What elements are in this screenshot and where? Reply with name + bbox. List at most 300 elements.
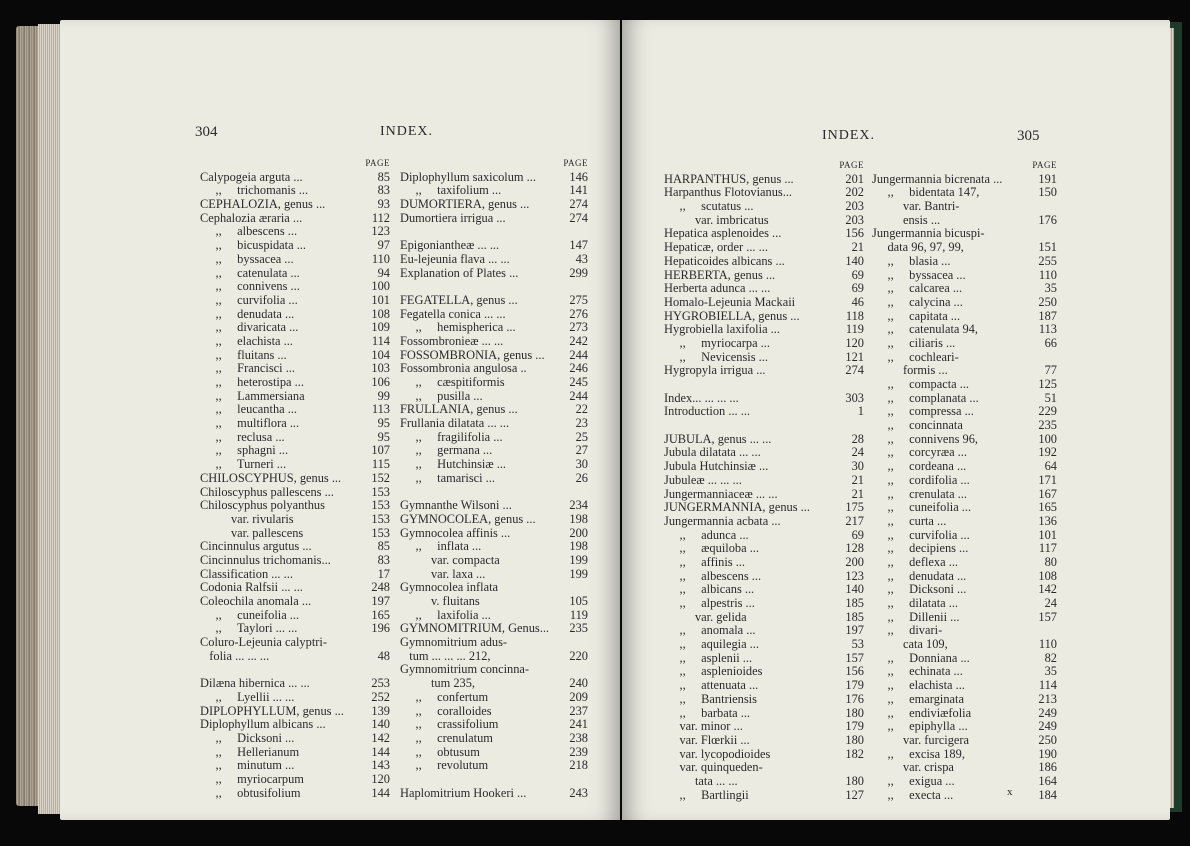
- index-entry-term: FEGATELLA, genus ...: [400, 293, 518, 307]
- index-entry: [664, 296, 864, 310]
- index-entry: [400, 376, 588, 390]
- index-entry-page: 77: [1044, 363, 1057, 378]
- index-entry-term: ,, cochleari-: [872, 350, 959, 364]
- index-entry-page: 119: [845, 322, 864, 337]
- index-entry-page: [834, 378, 864, 392]
- index-entry: [200, 362, 390, 376]
- index-entry-term: Chiloscyphus pallescens ...: [200, 485, 334, 499]
- index-entry: [872, 255, 1057, 269]
- index-entry-term: ,, compressa ...: [872, 405, 974, 419]
- index-entry-term: var. gelida: [664, 610, 747, 624]
- index-entry-term: var. laxa ...: [400, 567, 486, 581]
- index-entry-term: var. furcigera: [872, 733, 970, 747]
- index-entry-page: 82: [1044, 650, 1057, 665]
- right-page-number: 305: [1017, 128, 1040, 144]
- index-entry: [200, 390, 390, 404]
- index-entry: [664, 693, 864, 707]
- index-entry-page: 198: [569, 539, 588, 554]
- index-entry-page: [558, 773, 588, 787]
- index-entry-page: 143: [371, 758, 390, 773]
- index-entry-term: Jungermannia bicuspi-: [872, 227, 985, 241]
- index-entry: [664, 282, 864, 296]
- index-entry-term: DUMORTIERA, genus ...: [400, 198, 530, 212]
- index-entry: [872, 761, 1057, 775]
- index-entry-page: 157: [1038, 609, 1057, 624]
- index-entry: [200, 376, 390, 390]
- index-entry-term: [664, 419, 834, 433]
- index-entry-term: ,, fluitans ...: [200, 348, 287, 362]
- index-entry: [664, 255, 864, 269]
- index-entry-page: [558, 581, 588, 595]
- index-entry-term: ,, æquiloba ...: [664, 542, 759, 556]
- index-entry-term: ,, connivens 96,: [872, 432, 978, 446]
- index-entry-term: Jungermanniaceæ ... ...: [664, 487, 778, 501]
- index-entry-page: 85: [377, 169, 390, 184]
- index-entry-page: 273: [569, 320, 588, 335]
- index-entry: [872, 269, 1057, 283]
- left-running-head: INDEX.: [380, 124, 434, 139]
- index-entry-page: 180: [845, 732, 864, 747]
- index-entry-page: 197: [845, 623, 864, 638]
- index-entry: [872, 173, 1057, 187]
- index-entry-page: 101: [1038, 527, 1057, 542]
- index-entry-term: Jubula Hutchinsiæ ...: [664, 460, 769, 474]
- index-entry-page: [1027, 351, 1057, 365]
- index-entry-page: 108: [371, 306, 390, 321]
- index-entry-page: [1027, 624, 1057, 638]
- index-entry-page: 164: [1038, 773, 1057, 788]
- index-entry-term: ,, affinis ...: [664, 555, 745, 569]
- index-entry-page: 24: [1044, 596, 1057, 610]
- index-entry-term: ,, exigua ...: [872, 774, 955, 788]
- index-entry: [400, 746, 588, 760]
- index-entry: [664, 679, 864, 693]
- index-entry-page: [1027, 200, 1057, 214]
- index-entry-page: 80: [1044, 554, 1057, 569]
- index-entry-term: JUBULA, genus ... ...: [664, 432, 772, 446]
- index-entry-term: Cephalozia æraria ...: [200, 211, 303, 225]
- index-entry: [664, 173, 864, 187]
- index-entry: [400, 472, 588, 486]
- index-entry-page: 179: [845, 678, 864, 693]
- index-entry-page: 152: [371, 470, 390, 485]
- index-entry-term: ,, asplenii ...: [664, 651, 753, 665]
- index-entry-page: 274: [845, 363, 864, 378]
- index-entry-term: data 96, 97, 99,: [872, 241, 964, 255]
- index-entry-term: Gymnanthe Wilsoni ...: [400, 499, 512, 513]
- index-entry: [872, 446, 1057, 460]
- index-entry: [664, 310, 864, 324]
- index-entry-page: 249: [1038, 705, 1057, 720]
- index-entry-term: Hepatica asplenoides ...: [664, 227, 782, 241]
- index-entry-term: ,, Dicksoni ...: [872, 583, 967, 597]
- index-entry: [664, 652, 864, 666]
- index-entry-page: [558, 636, 588, 650]
- index-entry: [664, 186, 864, 200]
- index-entry-page: 118: [845, 308, 864, 323]
- index-entry-term: ,, catenulata ...: [200, 266, 300, 280]
- index-entry-page: 147: [569, 238, 588, 253]
- index-entry: [400, 390, 588, 404]
- index-entry-term: ,, Bartlingii: [664, 788, 749, 802]
- index-entry: [200, 308, 390, 322]
- index-entry-term: FOSSOMBRONIA, genus ...: [400, 348, 545, 362]
- index-entry-page: 190: [1038, 746, 1057, 761]
- index-entry-term: var. pallescens: [200, 526, 304, 540]
- index-entry: [872, 378, 1057, 392]
- index-entry: [200, 746, 390, 760]
- index-entry-term: ,, curta ...: [872, 514, 947, 528]
- index-entry-page: 150: [1038, 185, 1057, 200]
- index-entry: [664, 392, 864, 406]
- index-entry-term: Homalo-Lejeunia Mackaii: [664, 295, 796, 309]
- index-entry-term: ,, minutum ...: [200, 759, 295, 773]
- index-entry-term: ,, germana ...: [400, 444, 493, 458]
- index-entry-term: Cincinnulus trichomanis...: [200, 553, 331, 567]
- index-entry: [400, 212, 588, 226]
- index-entry-term: ,, laxifolia ...: [400, 608, 491, 622]
- index-entry: [200, 691, 390, 705]
- index-entry: [664, 364, 864, 378]
- index-entry: [400, 321, 588, 335]
- index-entry: [872, 529, 1057, 543]
- index-entry-page: 165: [1038, 500, 1057, 515]
- index-entry: [200, 225, 390, 239]
- index-entry-page: 104: [371, 347, 390, 362]
- index-entry-term: ,, curvifolia ...: [200, 293, 298, 307]
- index-entry-term: ,, catenulata 94,: [872, 323, 978, 337]
- index-entry-page: 198: [569, 511, 588, 526]
- index-entry-term: var. Flœrkii ...: [664, 733, 750, 747]
- index-entry: [872, 474, 1057, 488]
- index-entry-term: Calypogeia arguta ...: [200, 170, 303, 184]
- index-entry-page: 93: [377, 197, 390, 212]
- index-entry: [664, 529, 864, 543]
- index-entry-page: 142: [371, 730, 390, 745]
- index-entry: [872, 679, 1057, 693]
- index-entry: [872, 323, 1057, 337]
- index-entry-term: ,, byssacea ...: [872, 268, 966, 282]
- signature-mark: x: [1007, 786, 1013, 798]
- index-entry-term: tata ... ...: [664, 774, 738, 788]
- index-entry: [872, 570, 1057, 584]
- index-entry-page: 35: [1044, 664, 1057, 679]
- index-entry-page: 123: [845, 568, 864, 583]
- index-entry-term: [200, 663, 360, 677]
- index-entry-page: 112: [371, 210, 390, 225]
- index-entry-page: 246: [569, 361, 588, 376]
- index-entry-page: 140: [371, 717, 390, 732]
- index-entry-page: 113: [1038, 322, 1057, 337]
- index-entry-page: 244: [569, 388, 588, 403]
- index-entry-page: 100: [1038, 431, 1057, 446]
- index-entry: [664, 789, 864, 803]
- index-entry-term: ,, inflata ...: [400, 540, 482, 554]
- index-entry-term: var. rivularis: [200, 512, 294, 526]
- index-entry-term: folia ... ... ...: [200, 649, 270, 663]
- index-entry-page: 180: [845, 773, 864, 788]
- index-entry-term: Diplophyllum saxicolum ...: [400, 170, 536, 184]
- index-entry: [664, 200, 864, 214]
- index-entry-term: ,, aquilegia ...: [664, 638, 759, 652]
- index-entry: [664, 405, 864, 419]
- index-entry-term: ,, Donniana ...: [872, 651, 970, 665]
- index-entry-term: ,, excisa 189,: [872, 747, 965, 761]
- left-page-number: 304: [195, 124, 218, 140]
- index-entry: [400, 663, 588, 677]
- index-entry-page: [558, 663, 588, 677]
- index-entry-term: Explanation of Plates ...: [400, 266, 519, 280]
- index-entry-page: 220: [569, 648, 588, 663]
- index-entry: [400, 499, 588, 513]
- index-entry-term: Frullania dilatata ... ...: [400, 417, 510, 431]
- index-entry-page: 191: [1038, 171, 1057, 186]
- index-entry: [664, 775, 864, 789]
- index-entry: [200, 636, 390, 650]
- index-entry-page: 83: [377, 552, 390, 567]
- index-entry-page: 217: [845, 513, 864, 528]
- index-entry-term: Jubula dilatata ... ...: [664, 446, 761, 460]
- index-entry: [664, 351, 864, 365]
- index-entry-term: Introduction ... ...: [664, 405, 751, 419]
- index-entry: [872, 775, 1057, 789]
- right-running-head: INDEX.: [822, 128, 876, 143]
- index-entry-term: ,, elachista ...: [872, 679, 965, 693]
- index-entry-term: v. fluitans: [400, 595, 480, 608]
- index-entry-page: 153: [371, 525, 390, 540]
- index-entry-page: 27: [575, 443, 588, 458]
- index-entry-page: 97: [377, 238, 390, 253]
- index-entry-page: 213: [1038, 691, 1057, 706]
- index-entry: [664, 501, 864, 515]
- index-entry-page: 139: [371, 703, 390, 718]
- index-entry: [400, 540, 588, 554]
- index-entry-term: ,, obtusifolium: [200, 786, 301, 800]
- index-entry: [872, 734, 1057, 748]
- index-entry-term: ,, corcyræa ...: [872, 446, 967, 460]
- index-entry-term: Diplophyllum albicans ...: [200, 718, 326, 732]
- index-entry-page: 184: [1038, 787, 1057, 802]
- index-entry: [664, 734, 864, 748]
- index-entry: [664, 419, 864, 433]
- index-entry-term: ,, myriocarpum: [200, 772, 304, 786]
- index-entry-page: 235: [569, 621, 588, 636]
- index-entry: [400, 773, 588, 787]
- index-entry: [872, 707, 1057, 721]
- index-entry-page: 21: [851, 472, 864, 487]
- index-entry: [872, 748, 1057, 762]
- index-entry: [400, 308, 588, 322]
- index-entry: [200, 609, 390, 623]
- index-entry: [400, 554, 588, 568]
- index-entry-term: var. crispa: [872, 761, 954, 775]
- index-entry-page: 144: [371, 785, 390, 800]
- index-entry: [664, 665, 864, 679]
- index-entry: [872, 597, 1057, 611]
- index-entry-term: Fossombronieæ ... ...: [400, 334, 504, 348]
- index-entry-page: 25: [575, 429, 588, 444]
- index-entry-term: ,, albicans ...: [664, 583, 755, 597]
- index-entry-term: ,, calycina ...: [872, 295, 963, 309]
- index-entry: [200, 581, 390, 595]
- index-entry: [400, 431, 588, 445]
- index-entry-page: 114: [1038, 678, 1057, 693]
- index-entry-term: ,, divari-: [872, 624, 943, 638]
- index-entry-term: ,, curvifolia ...: [872, 528, 970, 542]
- index-entry-page: 1: [857, 404, 864, 419]
- index-entry: [872, 241, 1057, 255]
- index-entry: [872, 419, 1057, 433]
- index-entry: [400, 759, 588, 773]
- index-entry: [200, 349, 390, 363]
- index-entry: [664, 433, 864, 447]
- index-entry-term: ,, revolutum: [400, 759, 489, 773]
- index-entry-term: Haplomitrium Hookeri ...: [400, 786, 527, 800]
- index-entry-page: [834, 419, 864, 433]
- index-entry: [400, 513, 588, 527]
- index-entry: [400, 198, 588, 212]
- index-entry-term: ,, trichomanis ...: [200, 184, 309, 198]
- index-entry: [664, 227, 864, 241]
- index-entry-term: ,, bidentata 147,: [872, 186, 980, 200]
- index-entry-page: 176: [1038, 212, 1057, 227]
- index-entry: [664, 378, 864, 392]
- right-page: [622, 20, 1170, 820]
- index-entry: [400, 403, 588, 417]
- index-entry: [872, 542, 1057, 556]
- index-entry: [664, 570, 864, 584]
- index-entry-term: ,, echinata ...: [872, 665, 963, 679]
- index-entry-page: 274: [569, 197, 588, 212]
- index-entry-term: [400, 486, 558, 500]
- index-entry-page: 127: [845, 787, 864, 802]
- index-entry-page: 95: [377, 416, 390, 431]
- index-entry-term: ,, fragilifolia ...: [400, 430, 503, 444]
- index-entry: [400, 335, 588, 349]
- index-entry: [664, 597, 864, 611]
- index-entry-page: 196: [371, 621, 390, 636]
- index-entry: [872, 556, 1057, 570]
- index-entry-page: 250: [1038, 294, 1057, 309]
- index-entry: [200, 335, 390, 349]
- index-entry-term: ,, Hellerianum: [200, 745, 300, 759]
- index-entry-page: 64: [1044, 459, 1057, 474]
- index-entry-term: Gymnocolea inflata: [400, 581, 499, 595]
- index-entry-page: 30: [575, 457, 588, 472]
- index-entry: [872, 789, 1057, 803]
- index-entry-page: 125: [1038, 377, 1057, 391]
- index-entry-page: 24: [851, 445, 864, 460]
- page-column-header: PAGE: [563, 158, 588, 168]
- index-entry-page: 185: [845, 596, 864, 610]
- index-entry: [872, 488, 1057, 502]
- index-entry-page: 199: [569, 552, 588, 567]
- page-column-header: PAGE: [1032, 160, 1057, 170]
- index-entry-term: HYGROBIELLA, genus ...: [664, 309, 800, 323]
- index-entry-page: 242: [569, 333, 588, 348]
- index-entry: [872, 200, 1057, 214]
- index-entry-page: 51: [1044, 390, 1057, 405]
- index-entry-term: ,, divaricata ...: [200, 321, 299, 335]
- index-entry-term: ,, bicuspidata ...: [200, 239, 306, 253]
- index-entry-page: 167: [1038, 486, 1057, 501]
- index-entry: [400, 581, 588, 595]
- index-entry-term: GYMNOCOLEA, genus ...: [400, 512, 536, 526]
- index-entry: [200, 171, 390, 185]
- index-entry-term: ,, cordeana ...: [872, 460, 967, 474]
- index-entry-page: 176: [845, 691, 864, 706]
- index-entry: [872, 583, 1057, 597]
- index-entry-term: ,, denudata ...: [200, 307, 295, 321]
- index-entry-page: 110: [1038, 637, 1057, 652]
- index-entry: [664, 638, 864, 652]
- index-entry-page: 119: [569, 607, 588, 622]
- index-entry-term: ,, crenulata ...: [872, 487, 967, 501]
- index-entry-term: DIPLOPHYLLUM, genus ...: [200, 704, 344, 718]
- index-entry-term: ,, denudata ...: [872, 569, 967, 583]
- index-entry: [400, 184, 588, 198]
- index-entry: [200, 622, 390, 636]
- index-entry-term: Gymnomitrium adus-: [400, 636, 508, 650]
- index-entry-page: 107: [371, 443, 390, 458]
- index-entry-term: ,, Lammersiana: [200, 389, 305, 403]
- index-entry-page: 299: [569, 265, 588, 280]
- index-entry-term: ,, Dillenii ...: [872, 610, 960, 624]
- index-entry-term: ,, elachista ...: [200, 334, 293, 348]
- index-entry-term: ,, endiviæfolia: [872, 706, 972, 720]
- index-entry-page: 274: [569, 210, 588, 225]
- index-entry-term: ,, attenuata ...: [664, 679, 759, 693]
- index-entry-page: 123: [371, 224, 390, 239]
- index-entry-page: 235: [1038, 418, 1057, 433]
- index-entry-term: ,, myriocarpa ...: [664, 336, 770, 350]
- index-entry-page: [834, 761, 864, 775]
- index-entry-term: Codonia Ralfsii ... ...: [200, 581, 303, 595]
- index-entry-page: 153: [371, 484, 390, 499]
- index-entry: [664, 707, 864, 721]
- index-entry: [400, 267, 588, 281]
- index-entry: [872, 282, 1057, 296]
- index-entry-page: 192: [1038, 445, 1057, 460]
- right-page-column-2: [872, 159, 1057, 802]
- index-entry-page: 113: [371, 402, 390, 417]
- index-entry-page: 199: [569, 566, 588, 581]
- index-entry-page: 238: [569, 730, 588, 745]
- index-entry: [400, 253, 588, 267]
- index-entry-page: 144: [371, 744, 390, 759]
- index-entry-term: Hepaticoides albicans ...: [664, 254, 785, 268]
- index-entry-term: ,, alpestris ...: [664, 597, 755, 610]
- index-entry-page: 249: [1038, 719, 1057, 734]
- index-entry: [400, 349, 588, 363]
- index-entry-term: var. quinqueden-: [664, 761, 763, 775]
- index-entry-term: ,, cæspitiformis: [400, 376, 505, 389]
- index-entry-term: [400, 225, 558, 239]
- index-entry: [872, 638, 1057, 652]
- index-entry-term: Cincinnulus argutus ...: [200, 540, 312, 554]
- index-entry-term: Dilæna hibernica ... ...: [200, 677, 310, 691]
- index-entry: [200, 554, 390, 568]
- index-entry-term: ,, asplenioides: [664, 665, 763, 679]
- index-entry-term: var. lycopodioides: [664, 747, 771, 761]
- index-entry-term: ,, coralloides: [400, 704, 492, 718]
- index-entry-page: 201: [845, 171, 864, 186]
- index-entry-page: 218: [569, 758, 588, 773]
- index-entry: [200, 472, 390, 486]
- index-entry-page: 252: [371, 689, 390, 704]
- index-entry-page: 245: [569, 375, 588, 389]
- index-entry: [664, 460, 864, 474]
